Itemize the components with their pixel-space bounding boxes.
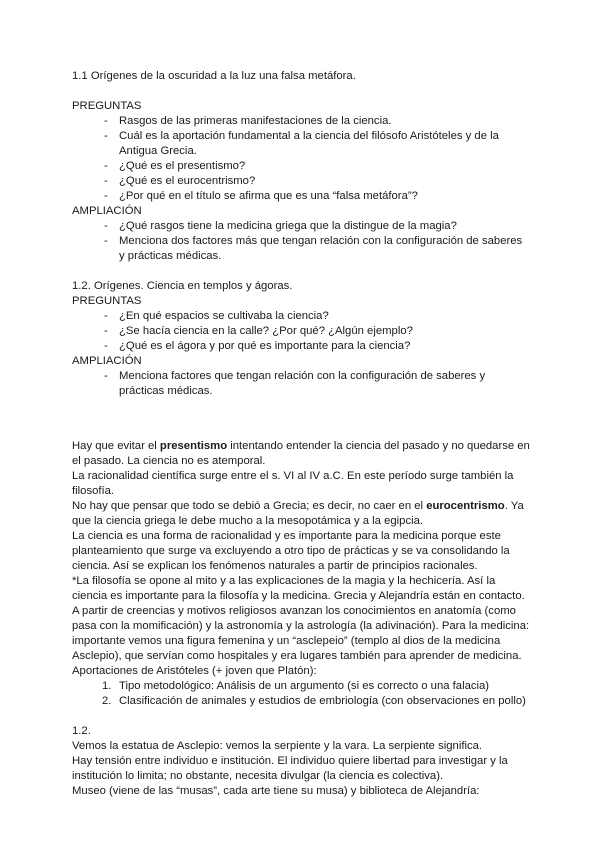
note-text: . Ya que la ciencia griega le debe mucho a la mesopotámica y a la egipcia. [72, 500, 524, 527]
list-number: 1. [102, 680, 112, 692]
note-presentismo [72, 439, 530, 469]
section-1-ampliacion-list [72, 219, 530, 264]
note-text: No hay que pensar que todo se debió a Grecia; es decir, no caer en el [72, 500, 427, 512]
section-2-ampliacion-list [72, 369, 530, 399]
aristoteles-list [72, 679, 530, 709]
note-tension: Hay tensión entre individuo e institución. El individuo quiere libertad para investigar y la institución lo limita; no obstante, necesita divulgar (la ciencia es colectiva). [72, 755, 508, 782]
list-item: - ¿En qué espacios se cultivaba la ciencia? [106, 309, 530, 324]
section-1-title: 1.1 Orígenes de la oscuridad a la luz una falsa metáfora. [72, 70, 356, 82]
list-item: - ¿Por qué en el título se afirma que es una “falsa metáfora”? [106, 189, 530, 204]
section-2-preguntas-label: PREGUNTAS [72, 295, 142, 307]
list-item: - ¿Qué es el eurocentrismo? [106, 174, 530, 189]
note-text: Hay que evitar el [72, 440, 160, 452]
list-text: Clasificación de animales y estudios de embriología (con observaciones en pollo) [119, 695, 526, 707]
note-text: intentando entender la ciencia del pasado y no quedarse en el pasado. La ciencia no es atemporal. [72, 440, 530, 467]
list-item: - Menciona dos factores más que tengan relación con la configuración de saberes y prácticas médicas. [106, 234, 530, 264]
list-item [102, 694, 530, 709]
list-item: - ¿Se hacía ciencia en la calle? ¿Por qué? ¿Algún ejemplo? [106, 324, 530, 339]
list-item: - ¿Qué es el ágora y por qué es importante para la ciencia? [106, 339, 530, 354]
note-museo: Museo (viene de las “musas”, cada arte tiene su musa) y biblioteca de Alejandría: [72, 785, 480, 797]
section-1-preguntas-label: PREGUNTAS [72, 100, 142, 112]
section-1-ampliacion-label: AMPLIACIÓN [72, 205, 142, 217]
list-item [102, 679, 530, 694]
list-item: - Rasgos de las primeras manifestaciones de la ciencia. [106, 114, 530, 129]
note-racionalidad-medicina: La ciencia es una forma de racionalidad y es importante para la medicina porque este planteamiento que surge va excluyendo a otro tipo de prácticas y se va consolidando la ciencia. Así se explican los fenómenos naturales a partir de principios racionales. [72, 530, 510, 572]
section-1-preguntas-list [72, 114, 530, 204]
term-eurocentrismo: eurocentrismo [426, 500, 505, 512]
list-item: - Menciona factores que tengan relación con la configuración de saberes y prácticas médicas. [106, 369, 530, 399]
list-item: - Cuál es la aportación fundamental a la ciencia del filósofo Aristóteles y de la Antigua Grecia. [106, 129, 530, 159]
note-creencias: A partir de creencias y motivos religiosos avanzan los conocimientos en anatomía (como pasa con la momificación) y la astronomía y la astrología (la adivinación). Para la medicina: importante vemos una figura femenina y un “asclepeio” (templo al dios de la medicina Asclepio), que servían como hospitales y era lugares también para aprender de medicina. [72, 605, 530, 662]
note-racionalidad: La racionalidad científica surge entre el s. VI al IV a.C. En este período surge también la filosofía. [72, 470, 514, 497]
document-content [72, 69, 530, 799]
section-2-title: 1.2. Orígenes. Ciencia en templos y ágoras. [72, 280, 293, 292]
term-presentismo: presentismo [159, 440, 228, 452]
list-text: Tipo metodológico: Análisis de un argumento (si es correcto o una falacia) [119, 680, 490, 692]
section-2-preguntas-list [72, 309, 530, 354]
note-eurocentrismo [72, 499, 530, 529]
note-aristoteles: Aportaciones de Aristóteles (+ joven que Platón): [72, 665, 317, 677]
list-number: 2. [102, 695, 112, 707]
section-2-ampliacion-label: AMPLIACIÓN [72, 355, 142, 367]
section-3-title: 1.2. [72, 725, 91, 737]
list-item: - ¿Qué rasgos tiene la medicina griega que la distingue de la magia? [106, 219, 530, 234]
list-item: - ¿Qué es el presentismo? [106, 159, 530, 174]
note-asclepio: Vemos la estatua de Asclepio: vemos la serpiente y la vara. La serpiente significa. [72, 740, 483, 752]
note-filosofia: *La filosofía se opone al mito y a las explicaciones de la magia y la hechicería. Así la ciencia es importante para la filosofía y la medicina. Grecia y Alejandría están en contacto. [72, 575, 525, 602]
